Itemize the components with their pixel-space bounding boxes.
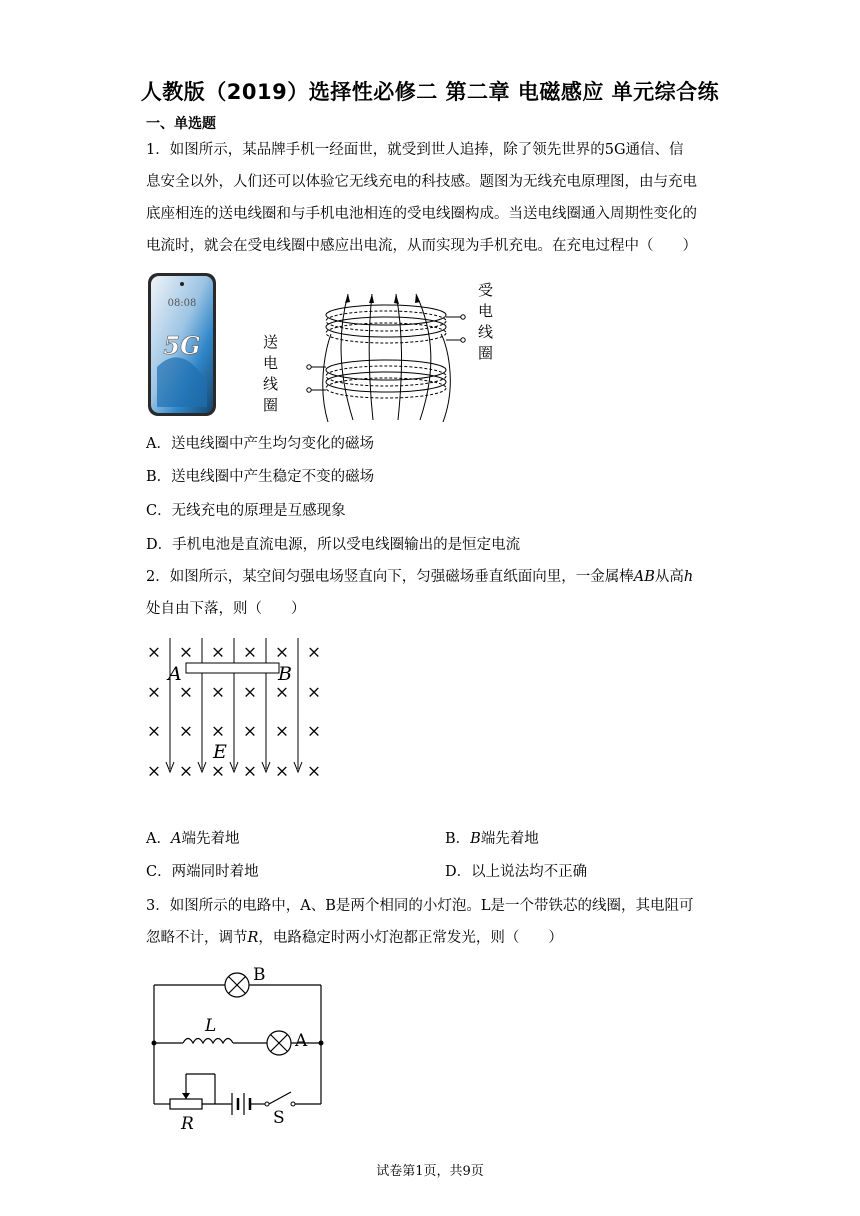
field-label-e: E [213,741,227,763]
q3-text: 忽略不计，调节 [146,930,248,946]
option-var: A [170,831,182,847]
question-3-line [146,922,716,954]
magnetic-field-cross: × [306,682,322,703]
lamp-a [267,1031,291,1055]
q3-text: ，电路稳定时两小灯泡都正常发光，则（ ） [258,930,563,946]
junction-dot [152,1041,157,1046]
question-1-line: 1．如图所示，某品牌手机一经面世，就受到世人追捧，除了领先世界的5G通信、信 [146,142,684,158]
rheostat [170,1099,202,1109]
magnetic-field-cross: × [274,682,290,703]
question-1-stem [146,134,716,262]
switch [269,1092,321,1104]
resistor-label: R [181,1114,194,1132]
magnetic-field-cross: × [146,682,162,703]
question-2-stem [146,561,716,625]
lamp-b-label: B [253,965,266,985]
label-char: 线 [478,323,494,341]
magnetic-field-cross: × [178,682,194,703]
question-1-line: 息安全以外，人们还可以体验它无线充电的科技感。题图为无线充电原理图，由与充电 [146,174,697,190]
field-rod-diagram [140,632,330,782]
field-line [369,294,373,420]
label-char: 电 [263,354,279,372]
question-2-line [146,561,716,593]
q2-option-d[interactable]: D．以上说法均不正确 [445,864,588,880]
q3-var-r: R [247,930,259,946]
wireless-charging-diagram [258,272,508,422]
magnetic-field-cross: × [210,682,226,703]
label-char: 线 [263,375,279,393]
magnetic-field-cross: × [242,721,258,742]
metal-rod [186,663,279,673]
option-prefix: A． [146,831,171,847]
switch-label: S [273,1108,285,1128]
label-char: 电 [478,302,494,320]
q2-option-c[interactable]: C．两端同时着地 [146,864,259,880]
label-char: 圈 [263,396,279,414]
question-1-line: 电流时，就会在受电线圈中感应出电流，从而实现为手机充电。在充电过程中（ ） [146,238,697,254]
q2-var-ab: AB [633,569,655,585]
sending-coil-label [263,332,281,416]
phone-time: 08:08 [167,298,197,309]
magnetic-field-cross: × [242,682,258,703]
inductor-coil [183,1039,233,1044]
field-line [396,294,402,420]
q2-option-b[interactable] [445,827,539,848]
label-char: 受 [478,281,494,299]
magnetic-field-cross: × [306,721,322,742]
question-3-line: 3．如图所示的电路中，A、B是两个相同的小灯泡。L是一个带铁芯的线圈，其电阻可 [146,898,694,914]
q1-option-b[interactable]: B．送电线圈中产生稳定不变的磁场 [146,469,375,485]
magnetic-field-cross: × [274,642,290,663]
q1-option-c[interactable]: C．无线充电的原理是互感现象 [146,503,346,519]
magnetic-field-cross: × [306,642,322,663]
magnetic-field-cross: × [146,761,162,782]
magnetic-field-cross: × [242,642,258,663]
q2-var-h: h [683,569,694,585]
q2-text: 2．如图所示，某空间匀强电场竖直向下，匀强磁场垂直纸面向里，一金属棒 [146,569,634,585]
magnetic-field-cross: × [274,721,290,742]
magnetic-field-cross: × [146,721,162,742]
rod-end-b: B [278,663,292,685]
magnetic-field-cross: × [146,642,162,663]
magnetic-field-cross: × [178,721,194,742]
question-3-stem [146,890,716,954]
option-prefix: B． [445,831,471,847]
phone-photo [147,272,217,417]
coil-label: L [205,1016,217,1036]
q1-option-d[interactable]: D．手机电池是直流电源，所以受电线圈输出的是恒定电流 [146,537,521,553]
magnetic-field-cross: × [210,761,226,782]
section-heading: 一、单选题 [146,116,216,132]
option-var: B [470,831,481,847]
lamp-b [225,973,249,997]
circuit-diagram [145,962,335,1132]
battery [232,1093,250,1115]
option-text: 端先着地 [181,831,240,847]
label-char: 送 [263,333,279,351]
rod-end-a: A [168,663,182,685]
page-title: 人教版（2019）选择性必修二 第二章 电磁感应 单元综合练 [140,80,720,104]
q2-option-a[interactable] [146,827,239,848]
phone-5g-badge: 5G [163,331,201,360]
magnetic-field-cross: × [306,761,322,782]
question-1-line: 底座相连的送电线圈和与手机电池相连的受电线圈构成。当送电线圈通入周期性变化的 [146,206,697,222]
label-char: 圈 [478,344,494,362]
q1-option-a[interactable]: A．送电线圈中产生均匀变化的磁场 [146,436,374,452]
option-text: 端先着地 [480,831,539,847]
field-line [416,294,431,420]
page-footer: 试卷第1页，共9页 [376,1164,484,1179]
receiving-coil-label [478,280,496,364]
question-2-line: 处自由下落，则（ ） [146,601,306,617]
q2-text: 从高 [654,569,684,585]
magnetic-field-cross: × [274,761,290,782]
junction-dot [319,1041,324,1046]
magnetic-field-cross: × [178,642,194,663]
lamp-a-label: A [295,1031,308,1051]
magnetic-field-cross: × [178,761,194,782]
magnetic-field-cross: × [210,721,226,742]
magnetic-field-cross: × [242,761,258,782]
magnetic-field-cross: × [210,642,226,663]
